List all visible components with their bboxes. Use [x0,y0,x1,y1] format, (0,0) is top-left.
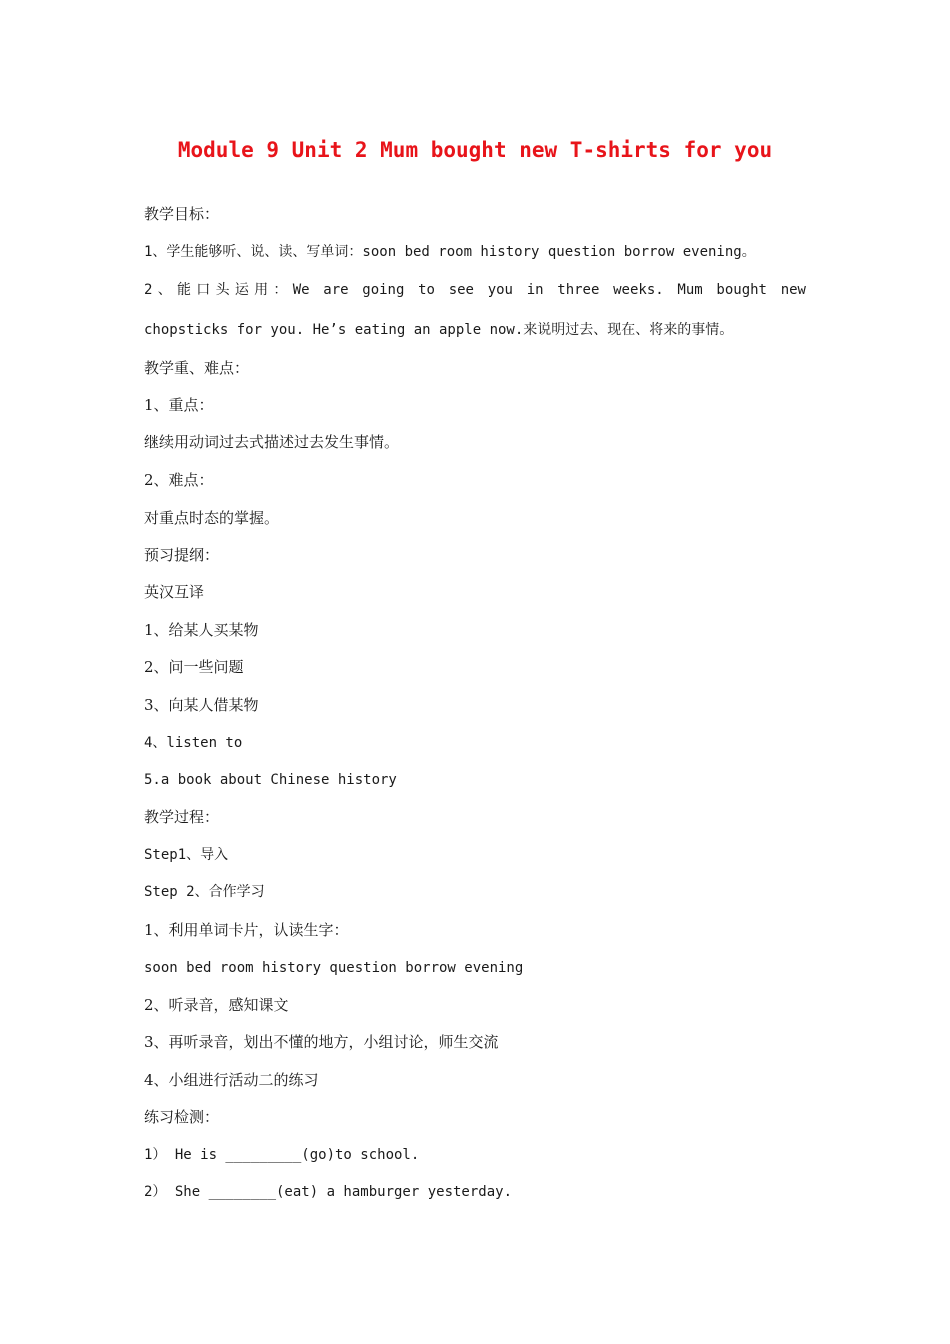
objective-1: 1、学生能够听、说、读、写单词：soon bed room history question borrow evening。 [144,244,756,260]
step-2: Step 2、合作学习 [144,884,265,900]
exercise-2: 2） She ________(eat) a hamburger yesterday. [144,1184,513,1200]
translation-item-1: 1、给某人买某物 [144,621,259,639]
section-heading-preview: 预习提纲： [144,546,220,564]
process-item-2: 2、听录音，感知课文 [144,996,289,1014]
key-point-label: 1、重点： [144,396,214,414]
section-heading-key-points: 教学重、难点： [144,359,250,377]
objective-2: 2、能口头运用：We are going to see you in three weeks. Mum bought new [144,282,806,298]
translation-item-2: 2、问一些问题 [144,658,244,676]
section-heading-process: 教学过程： [144,808,220,826]
translation-item-4: 4、listen to [144,735,243,751]
document-title: Module 9 Unit 2 Mum bought new T-shirts for you [177,138,773,162]
vocabulary-list: soon bed room history question borrow evening [144,960,524,976]
process-item-4: 4、小组进行活动二的练习 [144,1071,319,1089]
section-heading-objectives: 教学目标： [144,205,220,223]
difficulty-text: 对重点时态的掌握。 [144,509,280,527]
translation-heading: 英汉互译 [144,583,205,601]
objective-2-continued: chopsticks for you. He’s eating an apple now.来说明过去、现在、将来的事情。 [144,322,734,338]
translation-item-5: 5.a book about Chinese history [144,772,397,788]
difficulty-label: 2、难点： [144,471,214,489]
section-heading-exercise: 练习检测： [144,1108,220,1126]
exercise-1: 1） He is _________(go)to school. [144,1147,420,1163]
process-item-1: 1、利用单词卡片，认读生字： [144,921,349,939]
key-point-text: 继续用动词过去式描述过去发生事情。 [144,433,400,451]
step-1: Step1、导入 [144,847,229,863]
process-item-3: 3、再听录音，划出不懂的地方，小组讨论，师生交流 [144,1033,499,1051]
translation-item-3: 3、向某人借某物 [144,696,259,714]
